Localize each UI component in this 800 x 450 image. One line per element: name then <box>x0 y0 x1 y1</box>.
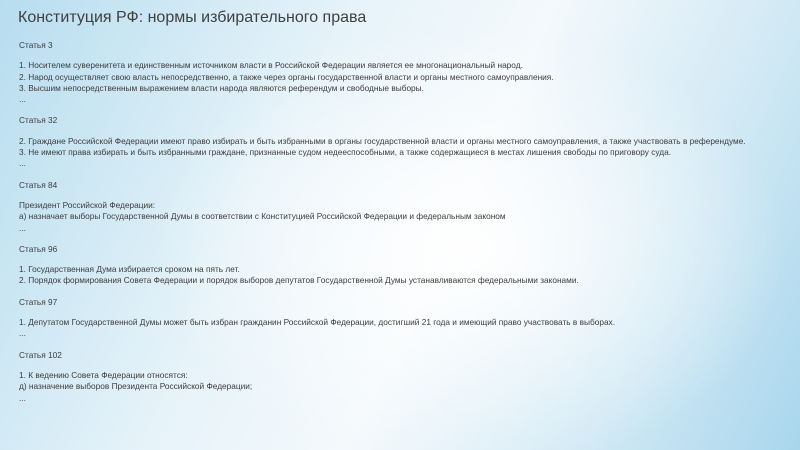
article-heading: Статья 84 <box>19 179 58 190</box>
article-ellipsis: ... <box>19 158 26 169</box>
article-84 <box>19 180 779 234</box>
article-102 <box>19 350 779 404</box>
article-line: 3. Не имеют права избирать и быть избранными граждане, признанные судом недееспособными, а также содержащиеся в местах лишения свободы по приговору суда. <box>19 147 672 158</box>
article-heading: Статья 32 <box>19 115 58 126</box>
article-line: 2. Граждане Российской Федерации имеют право избирать и быть избранными в органы государственной власти и органы местного самоуправления, а также участвовать в референдуме. <box>19 135 746 146</box>
article-line: 1. Депутатом Государственной Думы может быть избран гражданин Российской Федерации, достигший 21 года и имеющий право участвовать в выборах. <box>19 317 616 328</box>
article-heading: Статья 102 <box>19 349 62 360</box>
article-line: 2. Народ осуществляет свою власть непосредственно, а также через органы государственной власти и органы местного самоуправления. <box>19 71 554 82</box>
article-line: 3. Высшим непосредственным выражением власти народа являются референдум и свободные выборы. <box>19 82 424 93</box>
article-32 <box>19 115 779 169</box>
article-heading: Статья 97 <box>19 296 58 307</box>
article-line: 2. Порядок формирования Совета Федерации и порядок выборов депутатов Государственной Думы устанавливаются федеральными законами. <box>19 275 579 286</box>
article-ellipsis: ... <box>19 222 26 233</box>
article-line: 1. Государственная Дума избирается сроком на пять лет. <box>19 264 240 275</box>
article-line: 1. К ведению Совета Федерации относятся: <box>19 369 188 380</box>
article-line: Президент Российской Федерации: <box>19 199 156 210</box>
article-97 <box>19 297 779 340</box>
article-ellipsis: ... <box>19 392 26 403</box>
article-line: д) назначение выборов Президента Российской Федерации; <box>19 381 253 392</box>
article-line: 1. Носителем суверенитета и единственным источником власти в Российской Федерации является ее многонациональный народ. <box>19 60 523 71</box>
article-3 <box>19 40 779 105</box>
article-heading: Статья 3 <box>19 40 53 50</box>
article-96 <box>19 244 779 287</box>
article-ellipsis: ... <box>19 328 26 339</box>
slide-content <box>19 40 779 404</box>
article-ellipsis: ... <box>19 94 26 105</box>
article-line: а) назначает выборы Государственной Думы в соответствии с Конституцией Российской Федерации и федеральным законом <box>19 211 506 222</box>
slide-title: Конституция РФ: нормы избирательного права <box>18 9 367 26</box>
article-heading: Статья 96 <box>19 243 58 254</box>
